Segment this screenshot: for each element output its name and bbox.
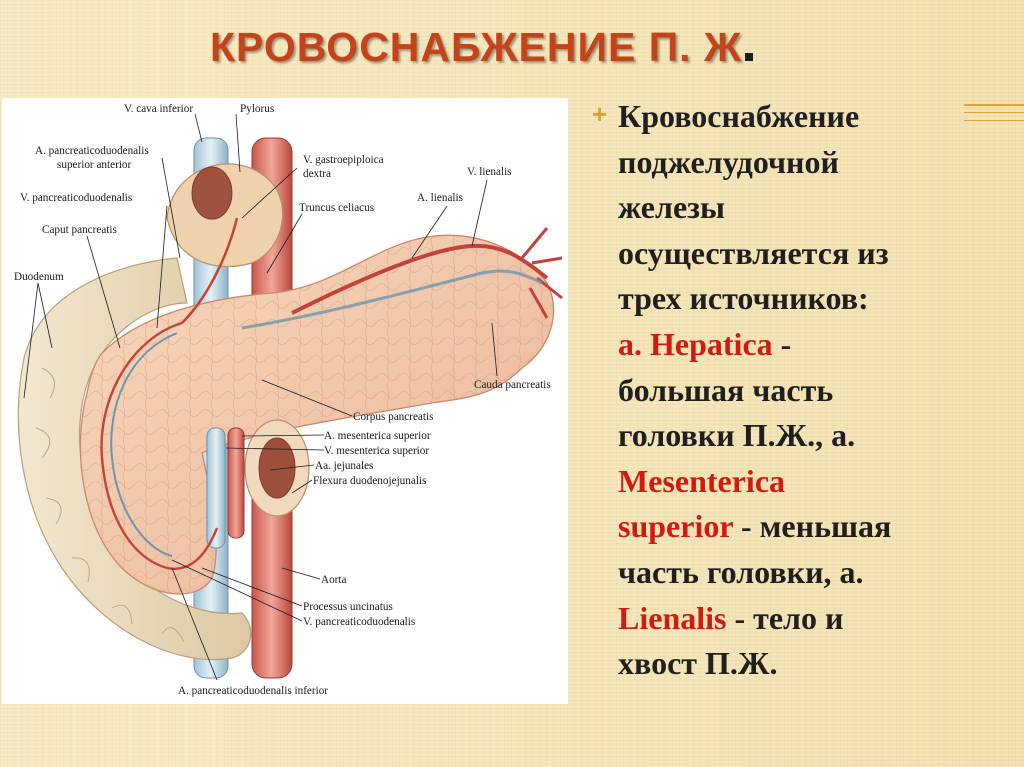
- highlight-mesenterica: Mesenterica: [618, 462, 786, 499]
- label-flexura-duodenojejunalis: Flexura duodenojejunalis: [313, 475, 427, 487]
- label-cauda-pancreatis: Cauda pancreatis: [474, 379, 551, 391]
- label-aa-jejunales: Aa. jejunales: [315, 460, 374, 472]
- highlight-lienalis: Lienalis: [618, 599, 727, 636]
- label-aorta: Aorta: [321, 574, 347, 586]
- text-line: трех источников:: [618, 280, 869, 317]
- label-a-mesenterica-superior: A. mesenterica superior: [324, 430, 431, 442]
- text-line: головки П.Ж., а.: [618, 417, 856, 454]
- label-a-pancreaticoduodenalis-sup-ant-2: superior anterior: [57, 159, 132, 171]
- text-line: осуществляется из: [618, 234, 889, 271]
- label-v-pancreaticoduodenalis: V. pancreaticoduodenalis: [20, 192, 133, 204]
- text-line: Кровоснабжение: [618, 98, 860, 134]
- label-corpus-pancreatis: Corpus pancreatis: [353, 411, 434, 423]
- text-span: - меньшая: [732, 508, 892, 545]
- text-line: часть головки, а.: [618, 553, 864, 590]
- label-a-pancreaticoduodenalis-sup-ant: A. pancreaticoduodenalis: [35, 145, 149, 157]
- text-line: [618, 459, 1018, 505]
- text-line: [618, 504, 1018, 550]
- label-caput-pancreatis: Caput pancreatis: [42, 224, 117, 236]
- highlight-a-hepatica: a. Hepatica: [618, 325, 773, 362]
- label-v-cava-inferior: V. cava inferior: [124, 103, 194, 115]
- label-a-lienalis: A. lienalis: [417, 192, 463, 204]
- label-pylorus: Pylorus: [240, 103, 275, 115]
- highlight-superior: superior: [618, 508, 733, 545]
- label-v-gastroepiploica-dextra-2: dextra: [303, 168, 331, 180]
- text-line: [618, 596, 1018, 642]
- label-duodenum: Duodenum: [14, 271, 64, 283]
- label-truncus-celiacus: Truncus celiacus: [299, 202, 375, 214]
- label-v-lienalis: V. lienalis: [467, 166, 512, 178]
- text-span: - тело и: [726, 599, 844, 636]
- blood-supply-description: [618, 94, 1018, 687]
- text-line: железы: [618, 189, 725, 226]
- text-line: [618, 322, 1018, 368]
- label-v-gastroepiploica-dextra: V. gastroepiploica: [303, 154, 384, 166]
- label-v-mesenterica-superior: V. mesenterica superior: [324, 445, 430, 457]
- text-span: -: [772, 325, 792, 362]
- label-v-pancreaticoduodenalis-2: V. pancreaticoduodenalis: [303, 616, 416, 628]
- pancreas-diagram-svg: [2, 98, 568, 704]
- pancreas-blood-supply-illustration: [2, 98, 568, 704]
- text-line: большая часть: [618, 371, 834, 408]
- label-processus-uncinatus: Processus uncinatus: [303, 601, 393, 613]
- title-period: [745, 53, 753, 61]
- slide-title: [210, 24, 753, 71]
- slide-title-text: КРОВОСНАБЖЕНИЕ П. Ж: [210, 24, 743, 70]
- label-a-pancreaticoduodenalis-inferior: A. pancreaticoduodenalis inferior: [178, 685, 329, 697]
- pylorus-opening: [192, 167, 232, 219]
- text-line: хвост П.Ж.: [618, 645, 778, 682]
- superior-mesenteric-artery-shape: [228, 428, 244, 538]
- plus-bullet-icon: +: [592, 99, 608, 129]
- text-line: поджелудочной: [618, 143, 839, 180]
